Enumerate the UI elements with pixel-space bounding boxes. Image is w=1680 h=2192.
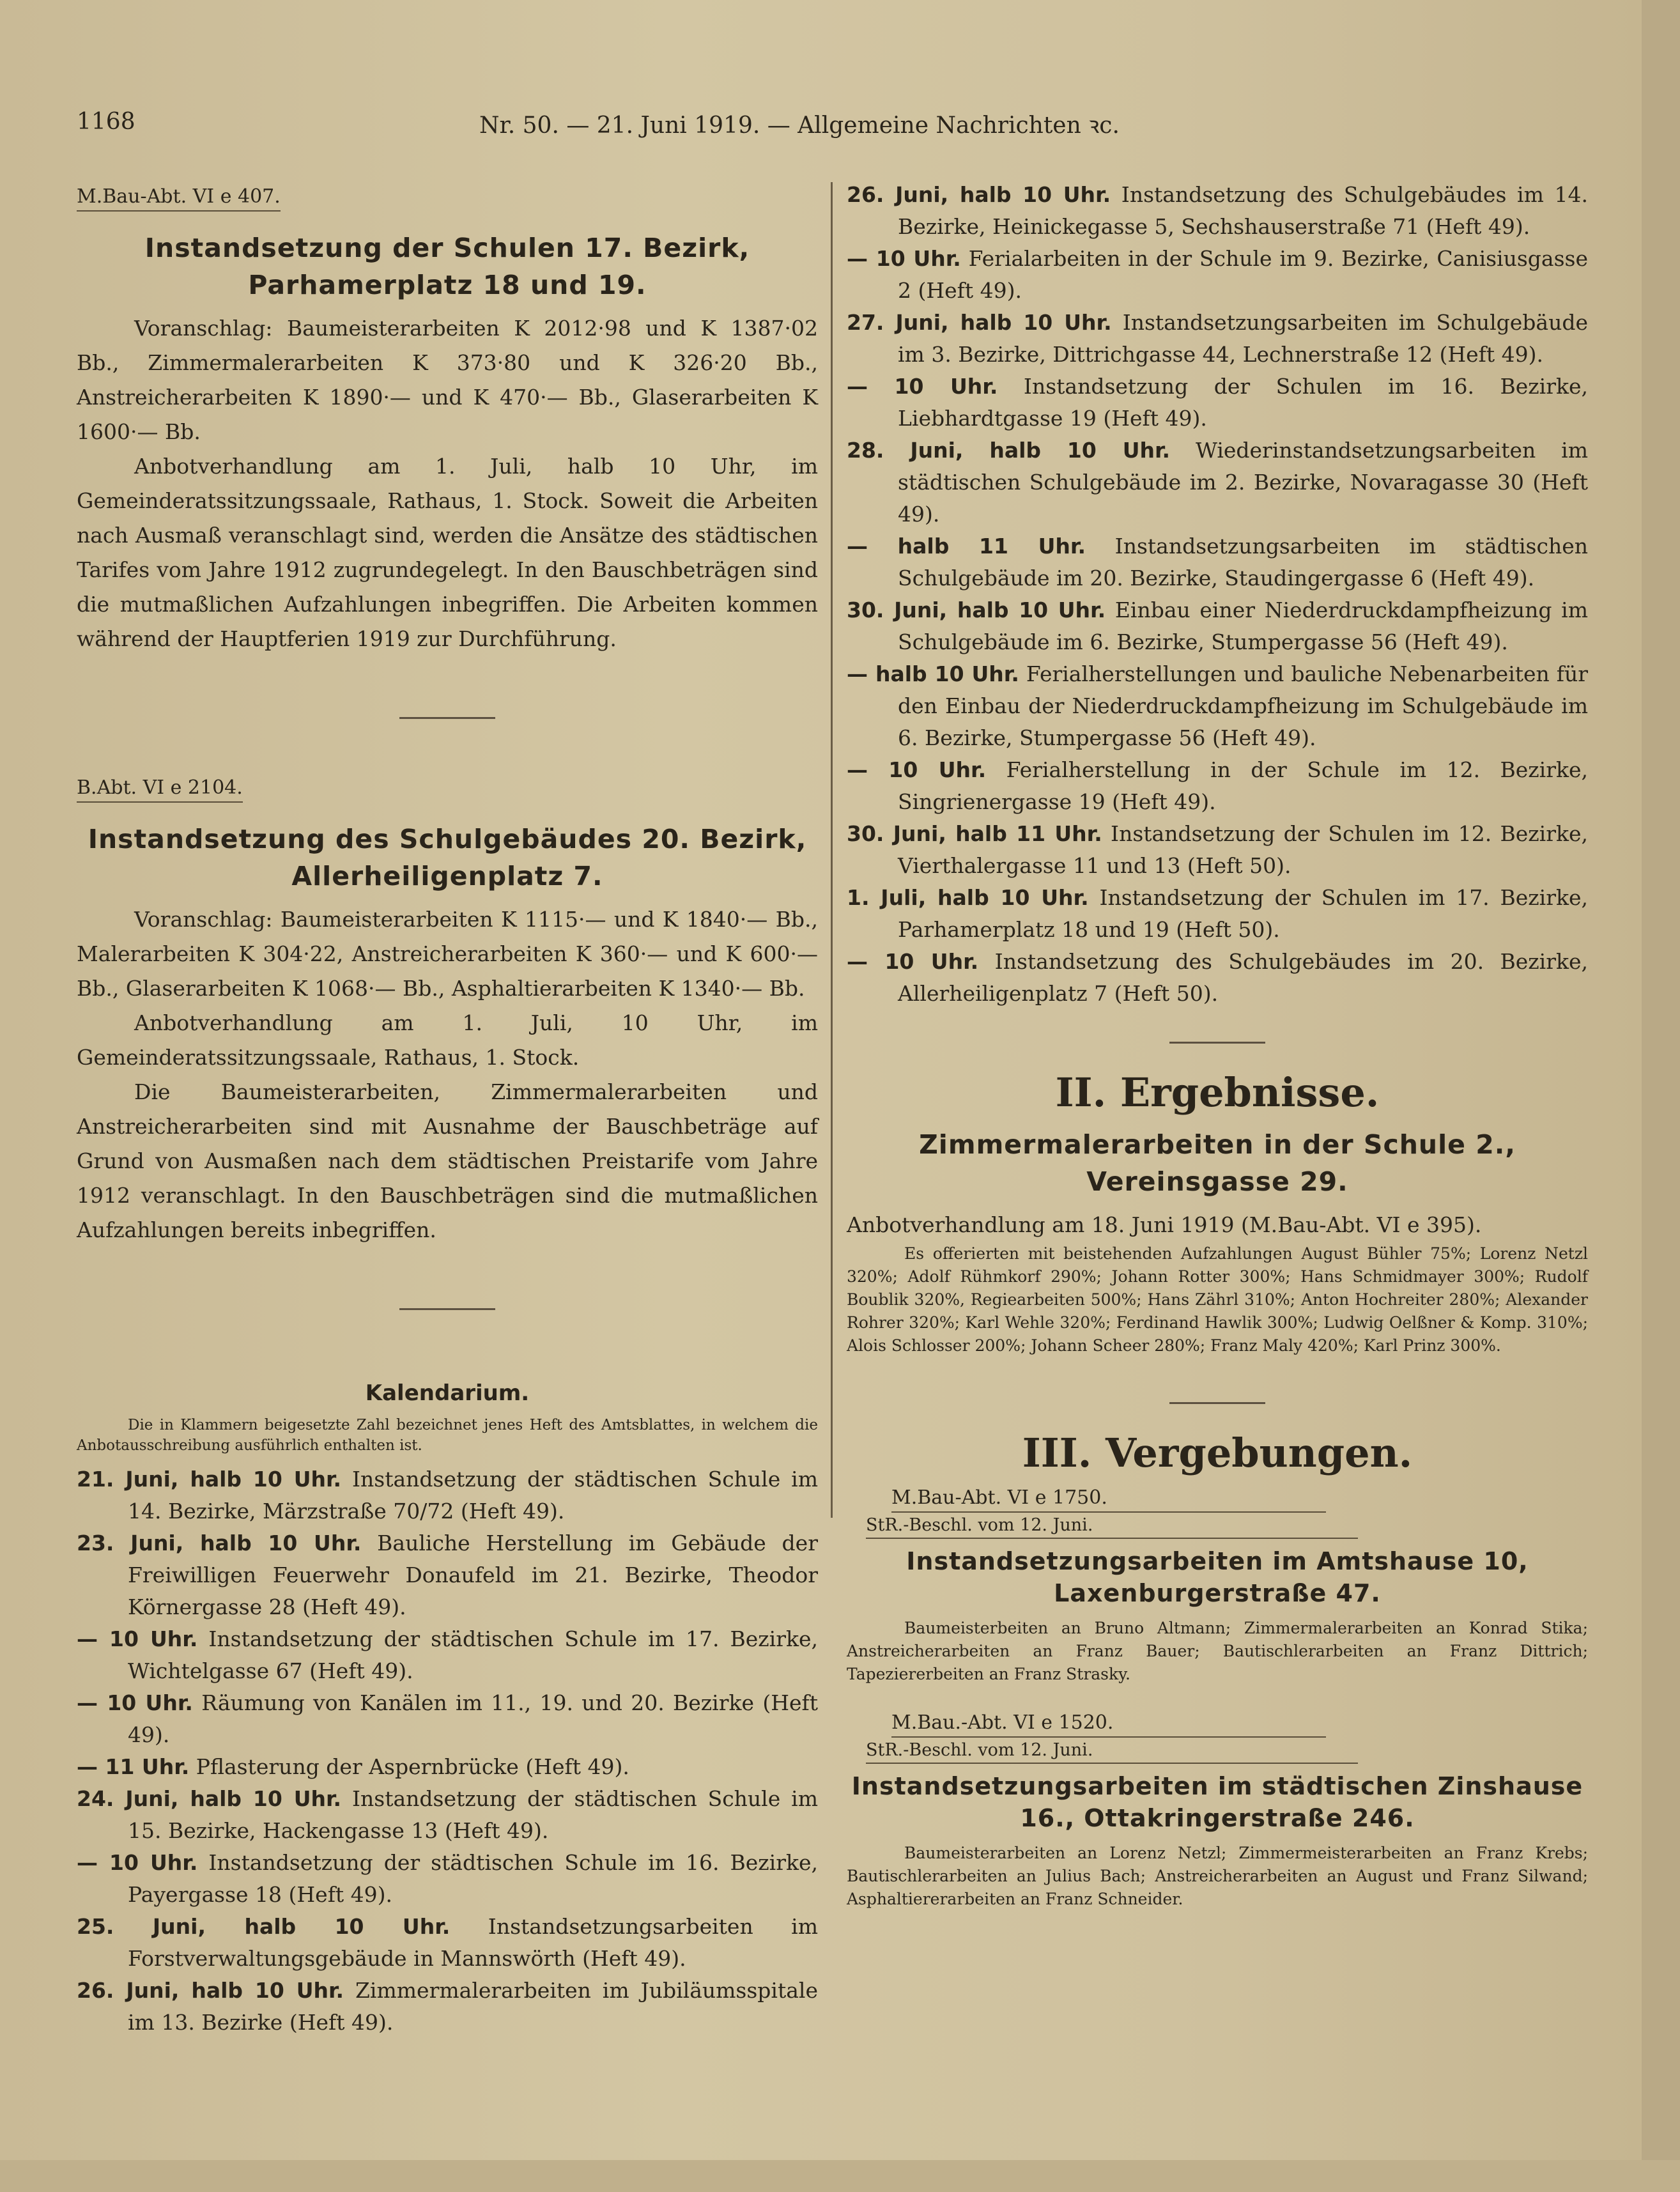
result-offers: Es offerierten mit beistehenden Aufzahlungen August Bühler 75%; Lorenz Netzl 320%; Adolf Rühmkorf 290%; Johann Rotter 300%; Hans Schmidmayer 300%; Rudolf Boublik 320%, Regiearbeiten 500%; Hans Zährl 310%; Anton Hochreiter 280%; Alexander Rohrer 320%; Karl Wehle 320%; Ferdinand Hawlik 300%; Ludwig Oelßner & Komp. 310%; Alois Schlosser 200%; Johann Scheer 280%; Franz Maly 420%; Karl Prinz 300%. (847, 1244, 1588, 1355)
notice-reference: B.Abt. VI e 2104. (77, 776, 243, 803)
calendar-date: — 10 Uhr. (77, 1626, 198, 1651)
calendar-text: Instandsetzung der Schulen im 12. Bezirke, Vierthalergasse 11 und 13 (Heft 50). (898, 821, 1588, 878)
calendar-entry (847, 243, 1588, 307)
calendar-text: Wiederinstandsetzungsarbeiten im städtischen Schulgebäude im 2. Bezirke, Novaragasse 30 (Heft 49). (898, 438, 1588, 527)
page-edge-right (1642, 0, 1680, 2192)
ergebnisse-section (847, 1069, 1588, 1357)
calendar-date: — 10 Uhr. (847, 374, 998, 399)
notice-title: Instandsetzung des Schulgebäudes 20. Bezirk, Allerheiligenplatz 7. (88, 824, 807, 891)
award-reference: M.Bau-Abt. VI e 1750. (891, 1486, 1326, 1513)
result-title: Zimmermalerarbeiten in der Schule 2., Vereinsgasse 29. (919, 1129, 1516, 1197)
award-title: Instandsetzungsarbeiten im Amtshause 10, Laxenburgerstraße 47. (906, 1547, 1529, 1607)
notice-paragraph: Anbotverhandlung am 1. Juli, halb 10 Uhr, im Gemeinderatssitzungssaale, Rathaus, 1. Stock. Soweit die Arbeiten nach Ausmaß veranschlagt sind, werden die Ansätze des städtischen Tarifes vom Jahre 1912 zugrundegelegt. In den Bauschbeträgen sind die mutmaßlichen Aufzahlungen inbegriffen. Die Arbeiten kommen während der Hauptferien 1919 zur Durchführung. (77, 454, 818, 651)
award-text: Baumeisterarbeiten an Lorenz Netzl; Zimmermeisterarbeiten an Franz Krebs; Bautischlerarbeiten an Julius Bach; Anstreicherarbeiten an August und Franz Silwand; Asphaltiererarbeiten an Franz Schneider. (847, 1844, 1588, 1908)
right-column (847, 179, 1588, 1911)
calendar-list-left (77, 1463, 818, 2039)
calendar-text: Instandsetzung des Schulgebäudes im 20. Bezirke, Allerheiligenplatz 7 (Heft 50). (898, 949, 1589, 1006)
page-edge-bottom (0, 2160, 1680, 2192)
calendar-list-right (847, 179, 1588, 1010)
award-decision: StR.-Beschl. vom 12. Juni. (866, 1515, 1358, 1539)
award-title: Instandsetzungsarbeiten im städtischen Zinshause 16., Ottakringerstraße 246. (851, 1772, 1584, 1832)
separator-rule (399, 1308, 495, 1310)
section-heading: II. Ergebnisse. (1055, 1069, 1380, 1116)
calendar-entry (847, 179, 1588, 243)
page-header (77, 109, 1521, 147)
calendar-text: Instandsetzung der städtischen Schule im 14. Bezirke, Märzstraße 70/72 (Heft 49). (128, 1467, 818, 1524)
notice-parhamerplatz (77, 185, 818, 656)
notice-allerheiligenplatz (77, 776, 818, 1247)
section-heading: III. Vergebungen. (1022, 1430, 1413, 1476)
calendar-date: — halb 11 Uhr. (847, 534, 1086, 559)
calendar-entry (77, 1623, 818, 1687)
calendar-entry (847, 435, 1588, 530)
calendar-entry (847, 882, 1588, 946)
calendar-date: 21. Juni, halb 10 Uhr. (77, 1467, 342, 1492)
calendar-text: Pflasterung der Aspernbrücke (Heft 49). (196, 1754, 629, 1779)
calendar-text: Zimmermalerarbeiten im Jubiläumsspitale im 13. Bezirke (Heft 49). (128, 1978, 818, 2035)
calendar-entry (847, 594, 1588, 658)
kalendarium-note: Die in Klammern beigesetzte Zahl bezeichnet jenes Heft des Amtsblattes, in welchem die Anbotausschreibung ausführlich enthalten ist. (77, 1417, 818, 1454)
calendar-entry (77, 1783, 818, 1847)
calendar-date: 26. Juni, halb 10 Uhr. (847, 182, 1111, 207)
notice-paragraph: Voranschlag: Baumeisterarbeiten K 1115·— und K 1840·— Bb., Malerarbeiten K 304·22, Anstreicherarbeiten K 360·— und K 600·— Bb., Glaserarbeiten K 1068·— Bb., Asphaltierarbeiten K 1340·— Bb. (77, 907, 818, 1001)
calendar-date: 30. Juni, halb 11 Uhr. (847, 821, 1102, 846)
kalendarium (77, 1380, 818, 2039)
calendar-entry (77, 1751, 818, 1783)
calendar-text: Instandsetzung des Schulgebäudes im 14. Bezirke, Heinickegasse 5, Sechshauserstraße 71 (Heft 49). (898, 182, 1588, 239)
calendar-date: — 10 Uhr. (847, 757, 987, 782)
vergebungen-section (847, 1430, 1588, 1911)
result-line: Anbotverhandlung am 18. Juni 1919 (M.Bau-Abt. VI e 395). (847, 1212, 1482, 1237)
calendar-date: — 10 Uhr. (77, 1850, 198, 1875)
calendar-entry (77, 1847, 818, 1911)
calendar-entry (847, 818, 1588, 882)
calendar-text: Instandsetzung der städtischen Schule im 15. Bezirke, Hackengasse 13 (Heft 49). (128, 1786, 818, 1843)
calendar-entry (847, 371, 1588, 435)
calendar-date: — halb 10 Uhr. (847, 661, 1019, 686)
calendar-text: Instandsetzung der städtischen Schule im 16. Bezirke, Payergasse 18 (Heft 49). (128, 1850, 818, 1907)
column-divider (831, 182, 833, 1518)
calendar-entry (77, 1911, 818, 1975)
award-reference: M.Bau.-Abt. VI e 1520. (891, 1711, 1326, 1738)
calendar-date: 27. Juni, halb 10 Uhr. (847, 310, 1112, 335)
calendar-date: 23. Juni, halb 10 Uhr. (77, 1531, 362, 1555)
kalendarium-title: Kalendarium. (365, 1380, 530, 1406)
separator-rule (1169, 1042, 1265, 1044)
calendar-date: — 10 Uhr. (847, 246, 961, 271)
separator-rule (1169, 1402, 1265, 1404)
notice-paragraph: Voranschlag: Baumeisterarbeiten K 2012·98 und K 1387·02 Bb., Zimmermalerarbeiten K 373·80 und K 326·20 Bb., Anstreicherarbeiten K 1890·— und K 470·— Bb., Glaserarbeiten K 1600·— Bb. (77, 316, 818, 444)
calendar-date: 1. Juli, halb 10 Uhr. (847, 885, 1089, 910)
award-decision: StR.-Beschl. vom 12. Juni. (866, 1740, 1358, 1764)
calendar-text: Instandsetzung der städtischen Schule im 17. Bezirke, Wichtelgasse 67 (Heft 49). (128, 1626, 818, 1683)
calendar-entry (77, 1463, 818, 1527)
calendar-entry (847, 658, 1588, 754)
calendar-entry (77, 1527, 818, 1623)
calendar-date: 25. Juni, halb 10 Uhr. (77, 1914, 451, 1939)
calendar-text: Ferialherstellung in der Schule im 12. Bezirke, Singrienergasse 19 (Heft 49). (898, 757, 1588, 814)
calendar-text: Einbau einer Niederdruckdampfheizung im Schulgebäude im 6. Bezirke, Stumpergasse 56 (Heft 49). (898, 598, 1588, 654)
calendar-text: Instandsetzung der Schulen im 17. Bezirke, Parhamerplatz 18 und 19 (Heft 50). (898, 885, 1588, 942)
calendar-text: Ferialarbeiten in der Schule im 9. Bezirke, Canisiusgasse 2 (Heft 49). (898, 246, 1588, 303)
calendar-date: 28. Juni, halb 10 Uhr. (847, 438, 1171, 463)
calendar-text: Instandsetzungsarbeiten im Forstverwaltungsgebäude in Mannswörth (Heft 49). (128, 1914, 818, 1971)
calendar-text: Bauliche Herstellung im Gebäude der Freiwilligen Feuerwehr Donaufeld im 21. Bezirke, Theodor Körnergasse 28 (Heft 49). (128, 1531, 818, 1619)
running-title: Nr. 50. — 21. Juni 1919. — Allgemeine Nachrichten ꝛc. (479, 112, 1120, 139)
calendar-text: Instandsetzungsarbeiten im Schulgebäude im 3. Bezirke, Dittrichgasse 44, Lechnerstraße 12 (Heft 49). (898, 310, 1588, 367)
left-column (77, 185, 818, 2039)
calendar-date: — 10 Uhr. (847, 949, 979, 974)
notice-reference: M.Bau-Abt. VI e 407. (77, 185, 281, 212)
notice-title: Instandsetzung der Schulen 17. Bezirk, Parhamerplatz 18 und 19. (144, 233, 750, 300)
award-amtshaus (847, 1486, 1588, 1686)
notice-paragraph: Anbotverhandlung am 1. Juli, 10 Uhr, im Gemeinderatssitzungssaale, Rathaus, 1. Stock. (77, 1010, 818, 1070)
award-zinshaus (847, 1711, 1588, 1911)
calendar-date: — 10 Uhr. (77, 1690, 193, 1715)
calendar-date: 26. Juni, halb 10 Uhr. (77, 1978, 344, 2003)
calendar-text: Ferialherstellungen und bauliche Nebenarbeiten für den Einbau der Niederdruckdampfheizung im Schulgebäude im 6. Bezirke, Stumpergasse 56 (Heft 49). (898, 661, 1588, 750)
calendar-entry (77, 1687, 818, 1751)
calendar-entry (847, 946, 1588, 1010)
page-number: 1168 (77, 109, 135, 135)
calendar-text: Räumung von Kanälen im 11., 19. und 20. Bezirke (Heft 49). (128, 1690, 819, 1747)
calendar-entry (847, 530, 1588, 594)
calendar-date: 24. Juni, halb 10 Uhr. (77, 1786, 342, 1811)
calendar-entry (77, 1975, 818, 2039)
separator-rule (399, 717, 495, 719)
calendar-entry (847, 754, 1588, 818)
notice-paragraph: Die Baumeisterarbeiten, Zimmermalerarbeiten und Anstreicherarbeiten sind mit Ausnahme der Bauschbeträge auf Grund von Ausmaßen nach dem städtischen Preistarife vom Jahre 1912 veranschlagt. In den Bauschbeträgen sind die mutmaßlichen Aufzahlungen bereits inbegriffen. (77, 1079, 818, 1242)
calendar-entry (847, 307, 1588, 371)
calendar-date: — 11 Uhr. (77, 1754, 190, 1779)
calendar-text: Instandsetzungsarbeiten im städtischen Schulgebäude im 20. Bezirke, Staudingergasse 6 (Heft 49). (898, 534, 1588, 590)
award-text: Baumeisterbeiten an Bruno Altmann; Zimmermalerarbeiten an Konrad Stika; Anstreicherarbeiten an Franz Bauer; Bautischlerarbeiten an Franz Dittrich; Tapeziererbeiten an Franz Strasky. (847, 1619, 1588, 1683)
calendar-date: 30. Juni, halb 10 Uhr. (847, 598, 1106, 622)
calendar-text: Instandsetzung der Schulen im 16. Bezirke, Liebhardtgasse 19 (Heft 49). (898, 374, 1589, 431)
